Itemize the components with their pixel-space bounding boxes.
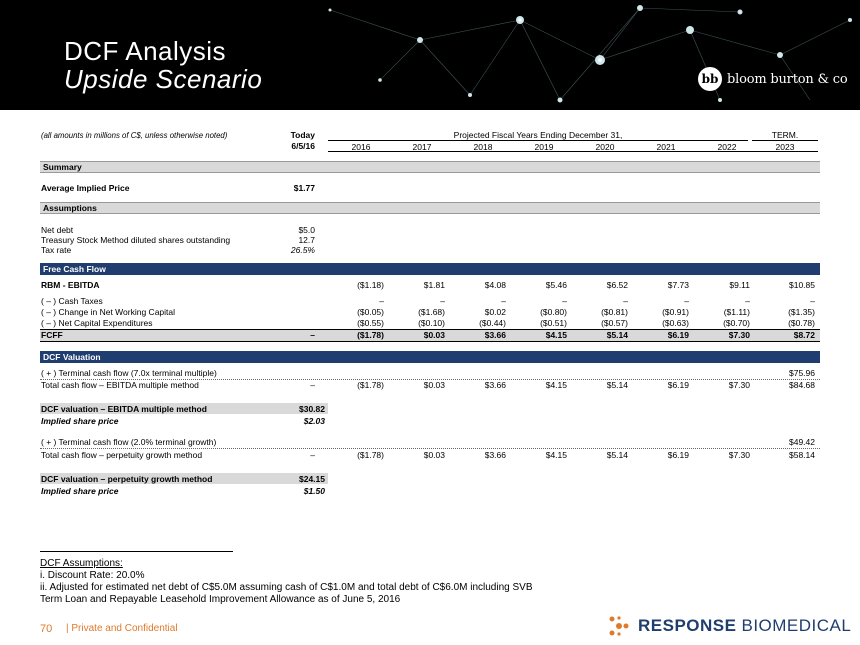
tv-growth-label: ( + ) Terminal cash flow (2.0% terminal growth) (41, 437, 217, 447)
row-label: RBM - EBITDA (41, 280, 100, 290)
summary-band-label: Summary (43, 162, 82, 172)
price-growth-value: $1.50 (303, 486, 325, 496)
footnote-heading: DCF Assumptions: (40, 558, 123, 569)
projected-header-underline (328, 140, 748, 141)
cell: ($0.70) (723, 318, 750, 328)
cell: $3.66 (484, 450, 506, 460)
bloom-burton-logo-text: bloom burton & co (727, 71, 848, 87)
cell: ($0.78) (788, 318, 815, 328)
year-header: 2020 (595, 142, 615, 152)
dcf-band-label: DCF Valuation (43, 352, 101, 362)
cell: ($1.35) (788, 307, 815, 317)
cell: $3.66 (484, 380, 506, 390)
response-biomedical-logo (608, 615, 851, 637)
footnote-rule (40, 551, 233, 552)
tax-rate-value: 26.5% (290, 245, 315, 255)
cell-today: – (310, 450, 315, 460)
bloom-burton-logo (698, 67, 847, 91)
assumptions-band (40, 202, 820, 214)
units-note: (all amounts in millions of C$, unless otherwise noted) (41, 131, 228, 140)
cell: $0.03 (423, 380, 445, 390)
cell: ($1.78) (357, 450, 384, 460)
cell: $0.02 (484, 307, 506, 317)
tax-rate-label: Tax rate (41, 245, 72, 255)
footnote-line: ii. Adjusted for estimated net debt of C$5.0M assuming cash of C$1.0M and total debt of C$6.0M including SVB (40, 582, 533, 593)
logo-word-biomedical: BIOMEDICAL (741, 616, 852, 635)
cell: ($1.68) (418, 307, 445, 317)
footnote-line: i. Discount Rate: 20.0% (40, 570, 145, 581)
summary-band (40, 161, 820, 173)
cell-today: – (310, 380, 315, 390)
cell: $6.19 (667, 380, 689, 390)
year-header: 2019 (534, 142, 554, 152)
cell: $4.15 (545, 380, 567, 390)
terminal-header-underline (752, 140, 818, 141)
year-header: 2017 (412, 142, 432, 152)
cell: ($0.10) (418, 318, 445, 328)
today-header: Today (290, 130, 315, 140)
cell: $1.81 (423, 280, 445, 290)
cell: ($1.18) (357, 280, 384, 290)
cell: ($1.78) (357, 380, 384, 390)
avg-price-value: $1.77 (293, 183, 315, 193)
net-debt-value: $5.0 (298, 225, 315, 235)
cell: ($0.55) (357, 318, 384, 328)
cell: $3.66 (484, 330, 506, 340)
fcf-band (40, 263, 820, 275)
response-biomedical-logo-icon (608, 615, 630, 637)
row-divider (40, 448, 820, 449)
cell: ($0.91) (662, 307, 689, 317)
cell: $5.46 (545, 280, 567, 290)
slide-title: DCF Analysis (64, 36, 227, 66)
cell: $58.14 (789, 450, 815, 460)
year-header: 2021 (656, 142, 676, 152)
cell: $7.30 (728, 450, 750, 460)
confidential-label: | Private and Confidential (66, 623, 178, 634)
cell: ($0.81) (601, 307, 628, 317)
row-label: ( – ) Cash Taxes (41, 296, 103, 306)
row-label: ( – ) Change in Net Working Capital (41, 307, 176, 317)
cell: $5.14 (606, 380, 628, 390)
year-header: 2023 (775, 142, 795, 152)
tv-multiple-label: ( + ) Terminal cash flow (7.0x terminal multiple) (41, 368, 217, 378)
year-header: 2022 (717, 142, 737, 152)
price-growth-label: Implied share price (41, 486, 119, 496)
cell-today: – (310, 330, 315, 340)
cell: ($0.63) (662, 318, 689, 328)
cell: – (440, 296, 445, 306)
cell: $5.14 (606, 450, 628, 460)
price-multiple-label: Implied share price (41, 416, 119, 426)
logo-word-response: RESPONSE (638, 616, 737, 635)
row-label: Total cash flow – perpetuity growth method (41, 450, 203, 460)
cell: – (562, 296, 567, 306)
footnote-line: Term Loan and Repayable Leasehold Improvement Allowance as of June 5, 2016 (40, 594, 401, 605)
cell: $7.73 (667, 280, 689, 290)
cell: $0.03 (423, 450, 445, 460)
cell: – (379, 296, 384, 306)
cell: $4.08 (484, 280, 506, 290)
cell: ($0.51) (540, 318, 567, 328)
val-growth-value: $24.15 (299, 474, 325, 484)
page-number: 70 (40, 623, 53, 635)
row-label: Total cash flow – EBITDA multiple method (41, 380, 199, 390)
cell: $4.15 (545, 450, 567, 460)
cell: $7.30 (728, 330, 750, 340)
cell: $4.15 (545, 330, 567, 340)
bloom-burton-logo-icon: bb (698, 67, 722, 91)
cell: ($0.44) (479, 318, 506, 328)
cell: – (623, 296, 628, 306)
diluted-shares-value: 12.7 (298, 235, 315, 245)
cell: ($0.05) (357, 307, 384, 317)
cell: – (501, 296, 506, 306)
cell: $9.11 (729, 280, 750, 290)
cell: – (810, 296, 815, 306)
dcf-band (40, 351, 820, 363)
terminal-header: TERM. (771, 130, 799, 140)
cell: $10.85 (789, 280, 815, 290)
cell: ($1.78) (357, 330, 384, 340)
cell: ($0.80) (540, 307, 567, 317)
cell: $6.19 (667, 330, 689, 340)
cell: ($1.11) (723, 307, 750, 317)
year-header: 2016 (351, 142, 371, 152)
slide-subtitle: Upside Scenario (64, 64, 263, 94)
assumptions-band-label: Assumptions (43, 203, 97, 213)
cell: $6.52 (606, 280, 628, 290)
row-label: ( – ) Net Capital Expenditures (41, 318, 153, 328)
cell: $5.14 (606, 330, 628, 340)
val-multiple-value: $30.82 (299, 404, 325, 414)
price-multiple-value: $2.03 (303, 416, 325, 426)
header-banner (0, 0, 860, 110)
cell: $7.30 (728, 380, 750, 390)
cell: $8.72 (793, 330, 815, 340)
cell: ($0.57) (601, 318, 628, 328)
fcff-bottom-rule (40, 341, 820, 342)
avg-price-label: Average Implied Price (41, 183, 130, 193)
diluted-shares-label: Treasury Stock Method diluted shares outstanding (41, 235, 231, 245)
projected-years-header: Projected Fiscal Years Ending December 31, (453, 130, 623, 140)
val-multiple-label: DCF valuation – EBITDA multiple method (41, 404, 207, 414)
today-date: 6/5/16 (291, 141, 315, 151)
cell: $84.68 (789, 380, 815, 390)
tv-multiple-value: $75.96 (789, 368, 815, 378)
cell: – (684, 296, 689, 306)
cell: – (745, 296, 750, 306)
cell: $0.03 (423, 330, 445, 340)
fcf-band-label: Free Cash Flow (43, 264, 106, 274)
val-growth-label: DCF valuation – perpetuity growth method (41, 474, 213, 484)
row-label: FCFF (41, 330, 63, 340)
net-debt-label: Net debt (41, 225, 74, 235)
cell: $6.19 (667, 450, 689, 460)
tv-growth-value: $49.42 (789, 437, 815, 447)
year-header: 2018 (473, 142, 493, 152)
